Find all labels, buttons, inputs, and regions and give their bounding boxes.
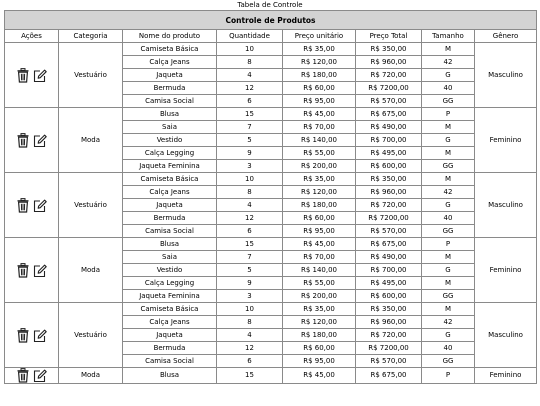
unit-price-cell: R$ 70,00: [283, 121, 356, 134]
category-cell: Vestuário: [59, 303, 123, 368]
total-price-cell: R$ 720,00: [356, 199, 422, 212]
gender-cell: Feminino: [475, 108, 537, 173]
total-price-cell: R$ 675,00: [356, 368, 422, 384]
unit-price-cell: R$ 60,00: [283, 82, 356, 95]
total-price-cell: R$ 700,00: [356, 134, 422, 147]
quantity-cell: 6: [217, 95, 283, 108]
trash-icon[interactable]: [16, 68, 30, 83]
product-name-cell: Camiseta Básica: [123, 43, 217, 56]
unit-price-cell: R$ 140,00: [283, 264, 356, 277]
products-table: [4, 10, 537, 384]
edit-icon[interactable]: [33, 368, 47, 383]
unit-price-cell: R$ 200,00: [283, 290, 356, 303]
table-row: [5, 238, 537, 251]
quantity-cell: 4: [217, 199, 283, 212]
unit-price-cell: R$ 95,00: [283, 95, 356, 108]
total-price-cell: R$ 7200,00: [356, 342, 422, 355]
size-cell: G: [422, 329, 475, 342]
size-cell: 42: [422, 186, 475, 199]
unit-price-cell: R$ 45,00: [283, 238, 356, 251]
row-actions: [5, 173, 59, 238]
total-price-cell: R$ 495,00: [356, 147, 422, 160]
quantity-cell: 7: [217, 251, 283, 264]
quantity-cell: 12: [217, 212, 283, 225]
total-price-cell: R$ 570,00: [356, 225, 422, 238]
unit-price-cell: R$ 55,00: [283, 277, 356, 290]
total-price-cell: R$ 570,00: [356, 95, 422, 108]
product-name-cell: Calça Legging: [123, 147, 217, 160]
product-name-cell: Calça Jeans: [123, 316, 217, 329]
size-cell: G: [422, 134, 475, 147]
quantity-cell: 8: [217, 186, 283, 199]
gender-cell: Masculino: [475, 43, 537, 108]
size-cell: GG: [422, 95, 475, 108]
quantity-cell: 6: [217, 225, 283, 238]
table-header-row: [5, 30, 537, 43]
product-name-cell: Jaqueta Feminina: [123, 160, 217, 173]
category-cell: Moda: [59, 238, 123, 303]
quantity-cell: 8: [217, 316, 283, 329]
trash-icon[interactable]: [16, 198, 30, 213]
product-name-cell: Vestido: [123, 134, 217, 147]
total-price-cell: R$ 960,00: [356, 56, 422, 69]
unit-price-cell: R$ 35,00: [283, 173, 356, 186]
total-price-cell: R$ 7200,00: [356, 82, 422, 95]
gender-cell: Feminino: [475, 368, 537, 384]
product-name-cell: Blusa: [123, 238, 217, 251]
total-price-cell: R$ 490,00: [356, 121, 422, 134]
total-price-cell: R$ 600,00: [356, 290, 422, 303]
table-row: [5, 173, 537, 186]
size-cell: M: [422, 147, 475, 160]
total-price-cell: R$ 720,00: [356, 69, 422, 82]
unit-price-cell: R$ 180,00: [283, 329, 356, 342]
product-name-cell: Camiseta Básica: [123, 173, 217, 186]
total-price-cell: R$ 350,00: [356, 43, 422, 56]
size-cell: GG: [422, 160, 475, 173]
size-cell: GG: [422, 355, 475, 368]
product-name-cell: Blusa: [123, 368, 217, 384]
header-quantidade: Quantidade: [217, 30, 283, 43]
trash-icon[interactable]: [16, 263, 30, 278]
quantity-cell: 12: [217, 342, 283, 355]
total-price-cell: R$ 350,00: [356, 303, 422, 316]
row-actions: [5, 303, 59, 368]
size-cell: M: [422, 303, 475, 316]
size-cell: 40: [422, 212, 475, 225]
table-row: [5, 108, 537, 121]
product-name-cell: Calça Jeans: [123, 56, 217, 69]
unit-price-cell: R$ 35,00: [283, 43, 356, 56]
size-cell: P: [422, 108, 475, 121]
edit-icon[interactable]: [33, 328, 47, 343]
quantity-cell: 10: [217, 173, 283, 186]
category-cell: Vestuário: [59, 43, 123, 108]
unit-price-cell: R$ 95,00: [283, 225, 356, 238]
unit-price-cell: R$ 120,00: [283, 56, 356, 69]
unit-price-cell: R$ 180,00: [283, 69, 356, 82]
quantity-cell: 4: [217, 329, 283, 342]
quantity-cell: 6: [217, 355, 283, 368]
product-name-cell: Bermuda: [123, 82, 217, 95]
size-cell: G: [422, 264, 475, 277]
size-cell: GG: [422, 290, 475, 303]
product-name-cell: Saia: [123, 251, 217, 264]
product-name-cell: Camiseta Básica: [123, 303, 217, 316]
header-categoria: Categoria: [59, 30, 123, 43]
unit-price-cell: R$ 180,00: [283, 199, 356, 212]
quantity-cell: 4: [217, 69, 283, 82]
unit-price-cell: R$ 55,00: [283, 147, 356, 160]
header-nome-produto: Nome do produto: [123, 30, 217, 43]
product-name-cell: Camisa Social: [123, 225, 217, 238]
gender-cell: Masculino: [475, 173, 537, 238]
product-name-cell: Calça Legging: [123, 277, 217, 290]
unit-price-cell: R$ 200,00: [283, 160, 356, 173]
total-price-cell: R$ 7200,00: [356, 212, 422, 225]
quantity-cell: 10: [217, 43, 283, 56]
total-price-cell: R$ 570,00: [356, 355, 422, 368]
edit-icon[interactable]: [33, 263, 47, 278]
table-title-row: [5, 11, 537, 30]
total-price-cell: R$ 600,00: [356, 160, 422, 173]
header-tamanho: Tamanho: [422, 30, 475, 43]
product-name-cell: Jaqueta: [123, 69, 217, 82]
size-cell: M: [422, 121, 475, 134]
row-actions: [5, 368, 59, 384]
row-actions: [5, 108, 59, 173]
table-row: [5, 368, 537, 384]
size-cell: M: [422, 277, 475, 290]
product-name-cell: Jaqueta: [123, 199, 217, 212]
product-name-cell: Camisa Social: [123, 355, 217, 368]
size-cell: 40: [422, 342, 475, 355]
quantity-cell: 9: [217, 277, 283, 290]
header-acoes: Ações: [5, 30, 59, 43]
quantity-cell: 5: [217, 264, 283, 277]
unit-price-cell: R$ 140,00: [283, 134, 356, 147]
table-row: [5, 303, 537, 316]
quantity-cell: 15: [217, 368, 283, 384]
product-name-cell: Bermuda: [123, 342, 217, 355]
quantity-cell: 5: [217, 134, 283, 147]
total-price-cell: R$ 960,00: [356, 316, 422, 329]
product-name-cell: Jaqueta: [123, 329, 217, 342]
table-row: [5, 43, 537, 56]
header-preco-unitario: Preço unitário: [283, 30, 356, 43]
quantity-cell: 3: [217, 160, 283, 173]
row-actions: [5, 43, 59, 108]
trash-icon[interactable]: [16, 368, 30, 383]
unit-price-cell: R$ 45,00: [283, 368, 356, 384]
quantity-cell: 8: [217, 56, 283, 69]
quantity-cell: 9: [217, 147, 283, 160]
product-name-cell: Calça Jeans: [123, 186, 217, 199]
total-price-cell: R$ 675,00: [356, 238, 422, 251]
size-cell: M: [422, 173, 475, 186]
unit-price-cell: R$ 60,00: [283, 212, 356, 225]
total-price-cell: R$ 700,00: [356, 264, 422, 277]
total-price-cell: R$ 495,00: [356, 277, 422, 290]
quantity-cell: 12: [217, 82, 283, 95]
gender-cell: Feminino: [475, 238, 537, 303]
unit-price-cell: R$ 45,00: [283, 108, 356, 121]
quantity-cell: 7: [217, 121, 283, 134]
gender-cell: Masculino: [475, 303, 537, 368]
trash-icon[interactable]: [16, 133, 30, 148]
unit-price-cell: R$ 70,00: [283, 251, 356, 264]
product-name-cell: Vestido: [123, 264, 217, 277]
unit-price-cell: R$ 95,00: [283, 355, 356, 368]
quantity-cell: 10: [217, 303, 283, 316]
table-title: Controle de Produtos: [5, 11, 537, 30]
header-preco-total: Preço Total: [356, 30, 422, 43]
total-price-cell: R$ 675,00: [356, 108, 422, 121]
size-cell: M: [422, 43, 475, 56]
total-price-cell: R$ 720,00: [356, 329, 422, 342]
size-cell: G: [422, 199, 475, 212]
product-name-cell: Saia: [123, 121, 217, 134]
edit-icon[interactable]: [33, 68, 47, 83]
total-price-cell: R$ 960,00: [356, 186, 422, 199]
row-actions: [5, 238, 59, 303]
category-cell: Vestuário: [59, 173, 123, 238]
product-name-cell: Bermuda: [123, 212, 217, 225]
unit-price-cell: R$ 120,00: [283, 316, 356, 329]
category-cell: Moda: [59, 108, 123, 173]
category-cell: Moda: [59, 368, 123, 384]
quantity-cell: 3: [217, 290, 283, 303]
size-cell: 42: [422, 56, 475, 69]
size-cell: G: [422, 69, 475, 82]
page-caption: Tabela de Controle: [0, 1, 540, 10]
size-cell: P: [422, 368, 475, 384]
product-name-cell: Blusa: [123, 108, 217, 121]
edit-icon[interactable]: [33, 198, 47, 213]
unit-price-cell: R$ 35,00: [283, 303, 356, 316]
total-price-cell: R$ 350,00: [356, 173, 422, 186]
size-cell: P: [422, 238, 475, 251]
size-cell: GG: [422, 225, 475, 238]
size-cell: 40: [422, 82, 475, 95]
total-price-cell: R$ 490,00: [356, 251, 422, 264]
product-name-cell: Jaqueta Feminina: [123, 290, 217, 303]
size-cell: 42: [422, 316, 475, 329]
size-cell: M: [422, 251, 475, 264]
trash-icon[interactable]: [16, 328, 30, 343]
quantity-cell: 15: [217, 108, 283, 121]
quantity-cell: 15: [217, 238, 283, 251]
unit-price-cell: R$ 120,00: [283, 186, 356, 199]
product-name-cell: Camisa Social: [123, 95, 217, 108]
unit-price-cell: R$ 60,00: [283, 342, 356, 355]
edit-icon[interactable]: [33, 133, 47, 148]
header-genero: Gênero: [475, 30, 537, 43]
